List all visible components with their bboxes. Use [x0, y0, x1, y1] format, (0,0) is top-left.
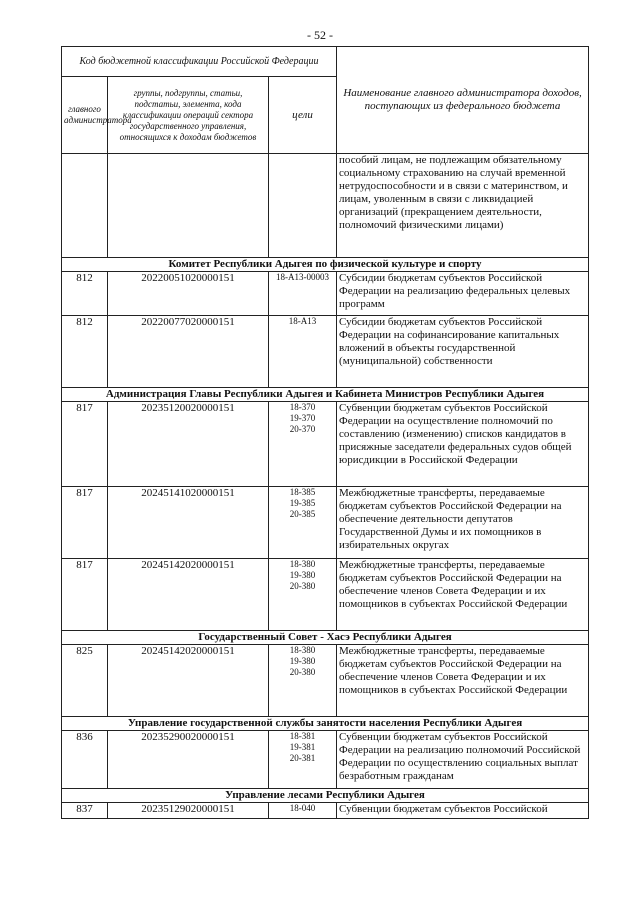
admin-code-cell: 812	[62, 316, 108, 388]
cont-target-cell	[269, 154, 337, 258]
revenue-name-cell: Субвенции бюджетам субъектов Российской	[337, 803, 589, 819]
section-header	[62, 258, 589, 272]
section-title: Комитет Республики Адыгея по физической культуре и спорту	[62, 258, 589, 272]
target-code-cell: 18-А13-00003	[269, 272, 337, 316]
target-code-cell: 18-380 19-380 20-380	[269, 645, 337, 717]
admin-code-cell: 837	[62, 803, 108, 819]
kbk-code-cell: 20220077020000151	[108, 316, 269, 388]
section-header	[62, 631, 589, 645]
table-row	[62, 402, 589, 487]
header-admin-code: главного администратора	[62, 77, 108, 154]
cont-admin-cell	[62, 154, 108, 258]
section-header	[62, 388, 589, 402]
revenue-name-cell: Межбюджетные трансферты, передаваемые бюджетам субъектов Российской Федерации на обеспечение членов Совета Федерации и их помощников в субъектах Российской Федерации	[337, 645, 589, 717]
revenue-name-cell: Субсидии бюджетам субъектов Российской Федерации на реализацию федеральных целевых программ	[337, 272, 589, 316]
revenue-name-cell: Межбюджетные трансферты, передаваемые бюджетам субъектов Российской Федерации на обеспечение деятельности депутатов Государственной Думы и их помощников в избирательных округах	[337, 487, 589, 559]
section-title: Администрация Главы Республики Адыгея и Кабинета Министров Республики Адыгея	[62, 388, 589, 402]
revenue-name-cell: Субсидии бюджетам субъектов Российской Федерации на софинансирование капитальных вложений в объекты государственной (муниципальной) собственности	[337, 316, 589, 388]
budget-table	[61, 46, 589, 819]
admin-code-cell: 817	[62, 487, 108, 559]
admin-code-cell: 817	[62, 559, 108, 631]
target-code-cell: 18-А13	[269, 316, 337, 388]
admin-code-cell: 836	[62, 731, 108, 789]
section-title: Управление лесами Республики Адыгея	[62, 789, 589, 803]
header-bkc: Код бюджетной классификации Российской Федерации	[62, 47, 337, 77]
kbk-code-cell: 20235129020000151	[108, 803, 269, 819]
table-row	[62, 645, 589, 717]
kbk-code-cell: 20235120020000151	[108, 402, 269, 487]
kbk-code-cell: 20220051020000151	[108, 272, 269, 316]
cont-code-cell	[108, 154, 269, 258]
table-row	[62, 803, 589, 819]
admin-code-cell: 825	[62, 645, 108, 717]
table-row	[62, 487, 589, 559]
target-code-cell: 18-380 19-380 20-380	[269, 559, 337, 631]
continuation-text: пособий лицам, не подлежащим обязательному социальному страхованию на случай временной нетрудоспособности и в связи с материнством, и лицам, уволенным в связи с ликвидацией организаций (прекращением деятельности, полномочий физическими лицами)	[337, 154, 589, 258]
table-row	[62, 559, 589, 631]
section-title: Государственный Совет - Хасэ Республики Адыгея	[62, 631, 589, 645]
section-header	[62, 717, 589, 731]
kbk-code-cell: 20245141020000151	[108, 487, 269, 559]
target-code-cell: 18-040	[269, 803, 337, 819]
kbk-code-cell: 20245142020000151	[108, 645, 269, 717]
target-code-cell: 18-385 19-385 20-385	[269, 487, 337, 559]
revenue-name-cell: Межбюджетные трансферты, передаваемые бюджетам субъектов Российской Федерации на обеспечение членов Совета Федерации и их помощников в субъектах Российской Федерации	[337, 559, 589, 631]
admin-code-cell: 817	[62, 402, 108, 487]
header-target: цели	[269, 77, 337, 154]
section-title: Управление государственной службы занятости населения Республики Адыгея	[62, 717, 589, 731]
header-groups: группы, подгруппы, статьи, подстатьи, элемента, кода классификации операций сектора государственного управления, относящихся к доходам бюджетов	[108, 77, 269, 154]
section-header	[62, 789, 589, 803]
revenue-name-cell: Субвенции бюджетам субъектов Российской Федерации на реализацию полномочий Российской Федерации по осуществлению социальных выплат безработным гражданам	[337, 731, 589, 789]
page-number: - 52 -	[307, 28, 333, 42]
table-row	[62, 316, 589, 388]
admin-code-cell: 812	[62, 272, 108, 316]
kbk-code-cell: 20235290020000151	[108, 731, 269, 789]
header-admin-name: Наименование главного администратора доходов, поступающих из федерального бюджета	[337, 47, 589, 154]
table-row	[62, 272, 589, 316]
table-row	[62, 731, 589, 789]
target-code-cell: 18-381 19-381 20-381	[269, 731, 337, 789]
kbk-code-cell: 20245142020000151	[108, 559, 269, 631]
revenue-name-cell: Субвенции бюджетам субъектов Российской Федерации на осуществление полномочий по составлению (изменению) списков кандидатов в присяжные заседатели федеральных судов общей юрисдикции в Российской Федерации	[337, 402, 589, 487]
target-code-cell: 18-370 19-370 20-370	[269, 402, 337, 487]
